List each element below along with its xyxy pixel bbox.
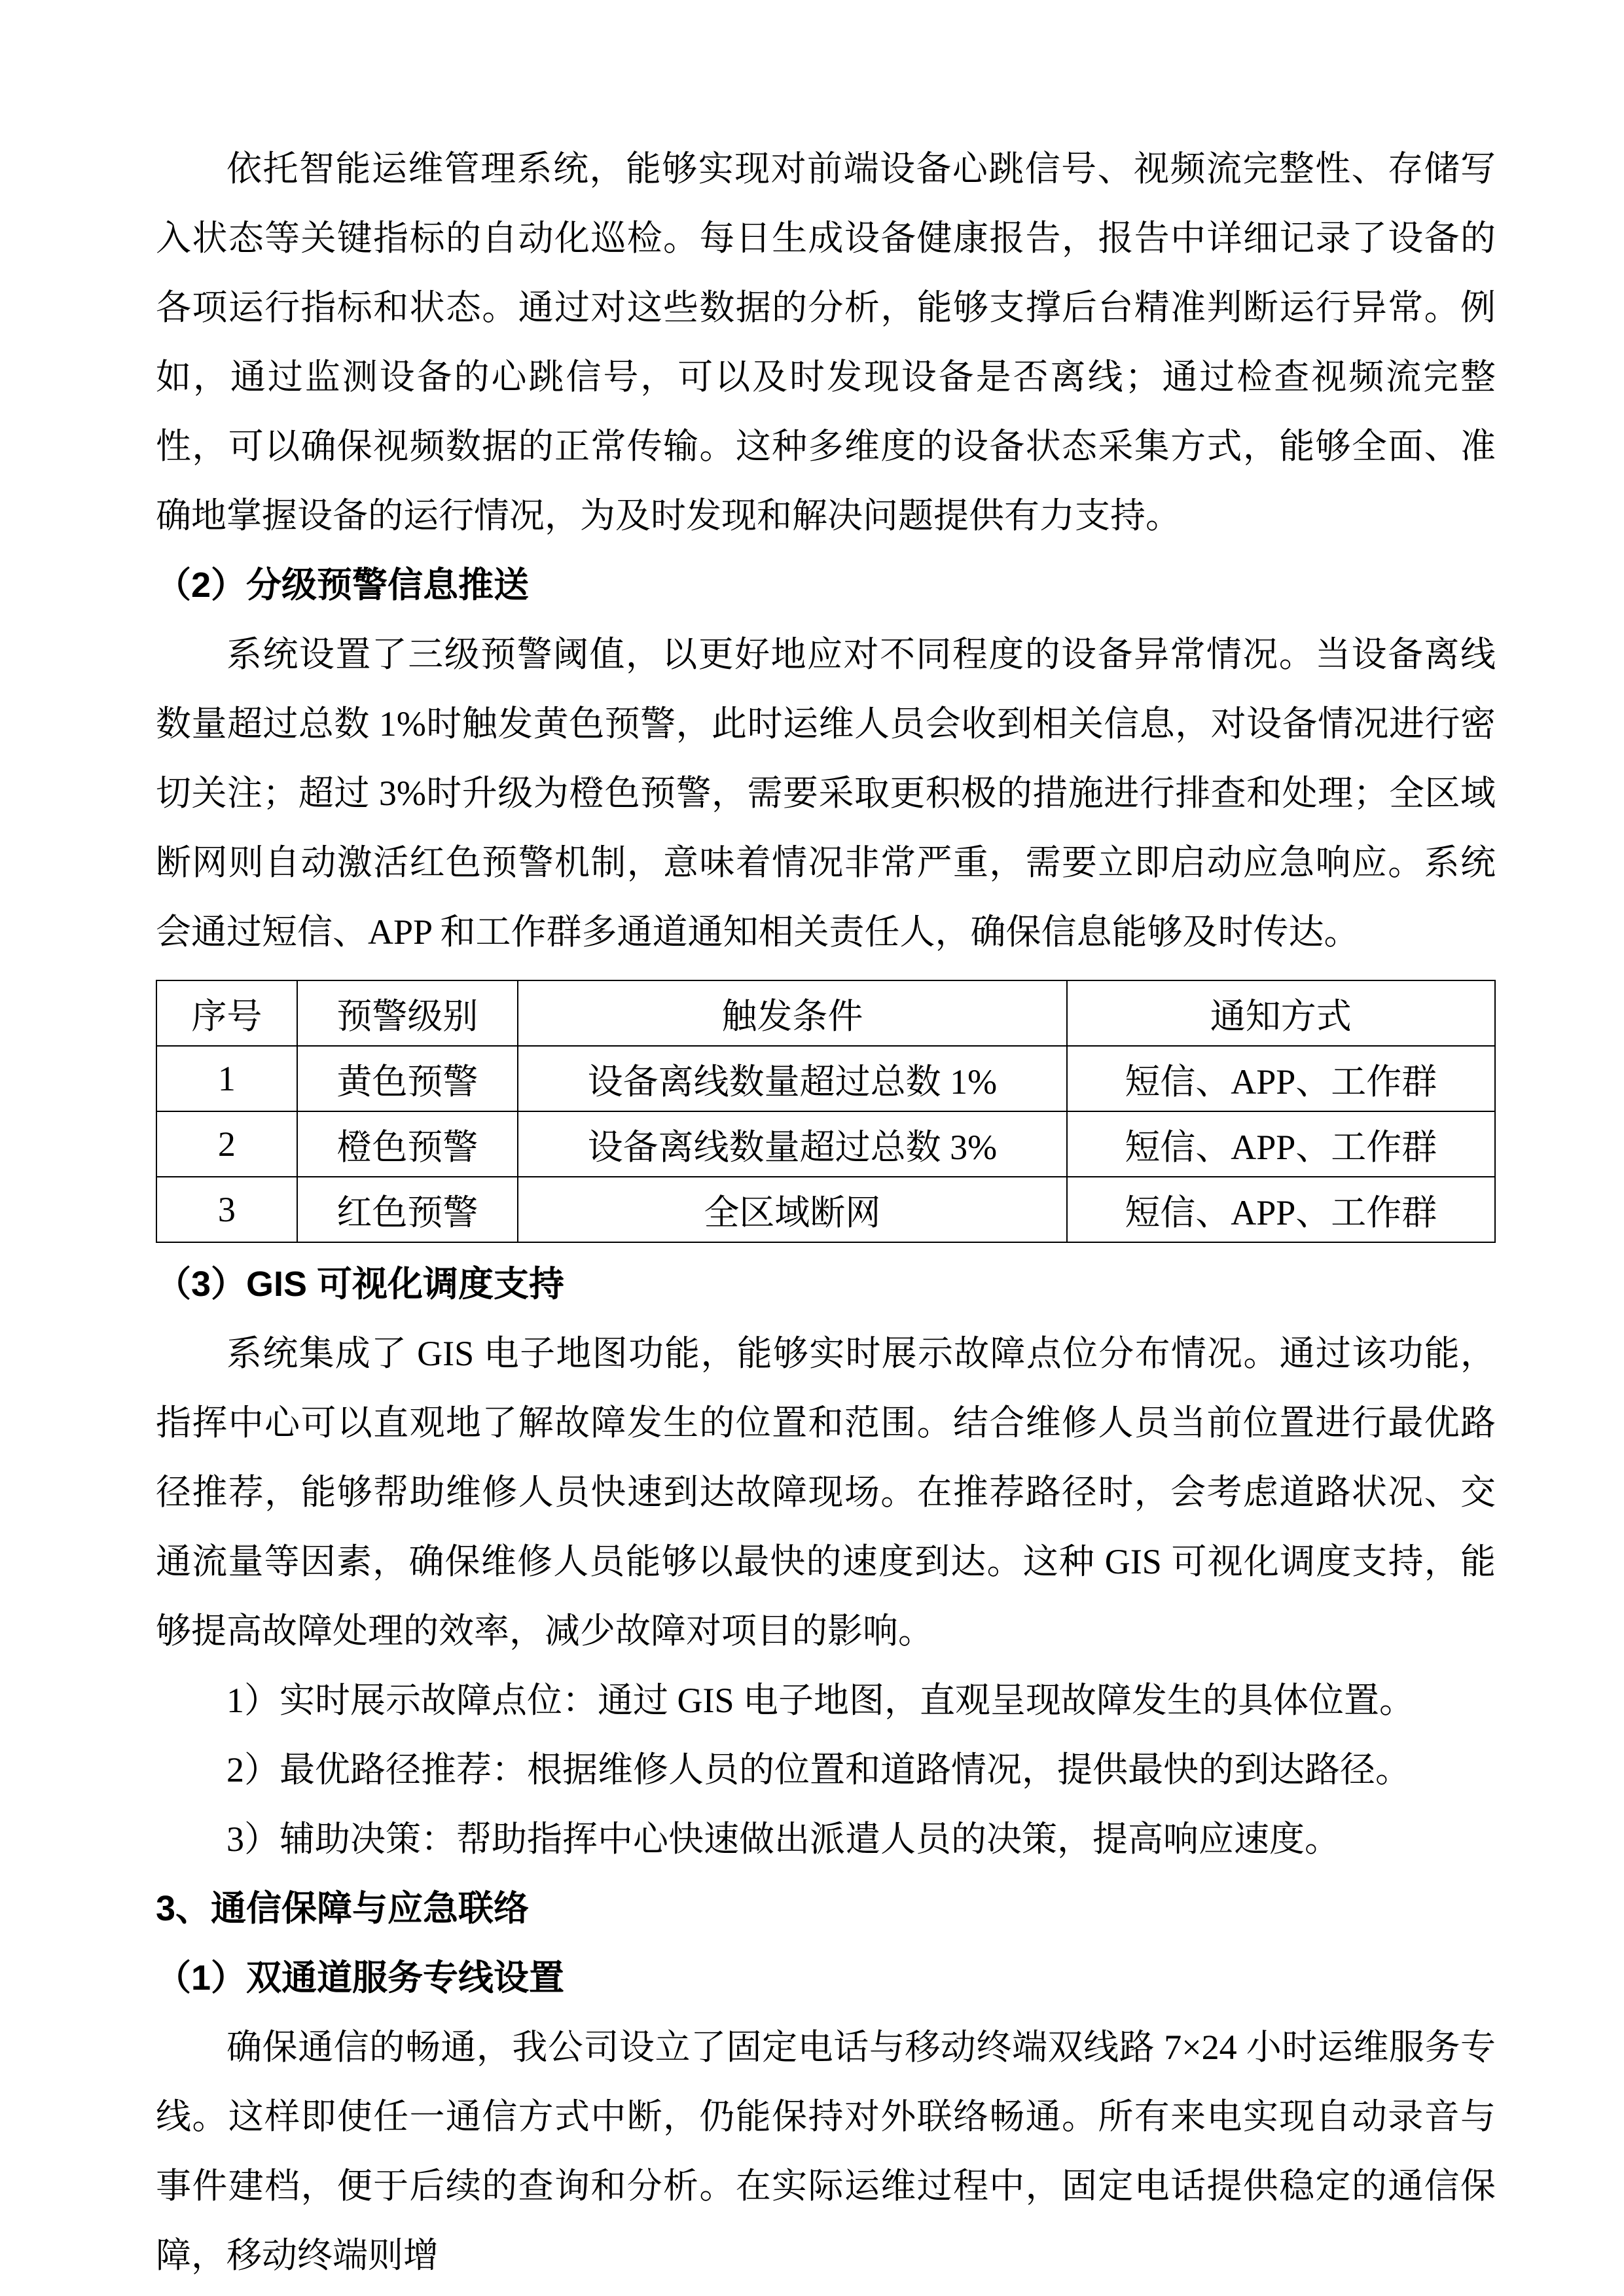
table-cell-level: 红色预警 [297,1177,518,1242]
heading-gis-dispatch: （3）GIS 可视化调度支持 [156,1265,565,1304]
table-cell-notify: 短信、APP、工作群 [1067,1046,1495,1111]
table-header-condition: 触发条件 [518,980,1066,1046]
heading-communication: 3、通信保障与应急联络 [156,1889,530,1928]
warning-levels-table [156,980,1496,1243]
table-row [156,1111,1495,1177]
table-cell-index: 3 [156,1177,297,1242]
table-cell-level: 橙色预警 [297,1111,518,1177]
table-cell-condition: 设备离线数量超过总数 3% [518,1111,1066,1177]
list-item-gis-1: 1）实时展示故障点位：通过 GIS 电子地图，直观呈现故障发生的具体位置。 [226,1681,1415,1720]
table-cell-condition: 设备离线数量超过总数 1% [518,1046,1066,1111]
table-cell-level: 黄色预警 [297,1046,518,1111]
table-cell-notify: 短信、APP、工作群 [1067,1177,1495,1242]
table-header-index: 序号 [156,980,297,1046]
table-row [156,1046,1495,1111]
paragraph-gis: 系统集成了 GIS 电子地图功能，能够实时展示故障点位分布情况。通过该功能，指挥中心可以直观地了解故障发生的位置和范围。结合维修人员当前位置进行最优路径推荐，能够帮助维修人员快速到达故障现场。在推荐路径时，会考虑道路状况、交通流量等因素，确保维修人员能够以最快的速度到达。这种 GIS 可视化调度支持，能够提高故障处理的效率，减少故障对项目的影响。 [156,1334,1496,1651]
table-header-level: 预警级别 [297,980,518,1046]
table-row [156,1177,1495,1242]
table-header-row [156,980,1495,1046]
table-cell-condition: 全区域断网 [518,1177,1066,1242]
list-item-gis-2: 2）最优路径推荐：根据维修人员的位置和道路情况，提供最快的到达路径。 [226,1750,1411,1789]
paragraph-warning-levels: 系统设置了三级预警阈值，以更好地应对不同程度的设备异常情况。当设备离线数量超过总数 1%时触发黄色预警，此时运维人员会收到相关信息，对设备情况进行密切关注；超过 3%时升级为橙色预警，需要采取更积极的措施进行排查和处理；全区域断网则自动激活红色预警机制，意味着情况非常严重，需要立即启动应急响应。系统会通过短信、APP 和工作群多通道通知相关责任人，确保信息能够及时传达。 [156,635,1496,952]
heading-dual-channel: （1）双通道服务专线设置 [156,1958,565,1998]
table-cell-index: 1 [156,1046,297,1111]
table-header-notify: 通知方式 [1067,980,1495,1046]
table-cell-index: 2 [156,1111,297,1177]
paragraph-device-inspection: 依托智能运维管理系统，能够实现对前端设备心跳信号、视频流完整性、存储写入状态等关键指标的自动化巡检。每日生成设备健康报告，报告中详细记录了设备的各项运行指标和状态。通过对这些数据的分析，能够支撑后台精准判断运行异常。例如，通过监测设备的心跳信号，可以及时发现设备是否离线；通过检查视频流完整性，可以确保视频数据的正常传输。这种多维度的设备状态采集方式，能够全面、准确地掌握设备的运行情况，为及时发现和解决问题提供有力支持。 [156,149,1496,535]
table-cell-notify: 短信、APP、工作群 [1067,1111,1495,1177]
list-item-gis-3: 3）辅助决策：帮助指挥中心快速做出派遣人员的决策，提高响应速度。 [226,1820,1340,1859]
paragraph-communication: 确保通信的畅通，我公司设立了固定电话与移动终端双线路 7×24 小时运维服务专线。这样即使任一通信方式中断，仍能保持对外联络畅通。所有来电实现自动录音与事件建档，便于后续的查询和分析。在实际运维过程中，固定电话提供稳定的通信保障，移动终端则增 [156,2028,1496,2275]
heading-warning-push: （2）分级预警信息推送 [156,565,530,605]
